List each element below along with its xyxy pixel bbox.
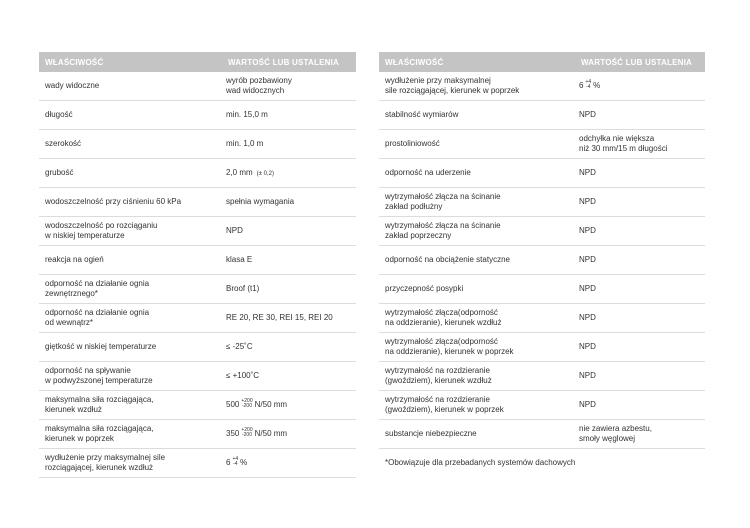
header-value: WARTOŚĆ LUB USTALENIA xyxy=(575,52,705,72)
value-cell: spełnia wymagania xyxy=(222,188,356,217)
value-cell: NPD xyxy=(575,217,705,246)
table-row xyxy=(39,72,356,101)
table-row xyxy=(379,391,705,420)
value-cell: NPD xyxy=(575,304,705,333)
value-cell: NPD xyxy=(575,333,705,362)
table-row xyxy=(39,420,356,449)
value-unit: N/50 mm xyxy=(254,429,288,439)
property-cell: wady widoczne xyxy=(39,72,222,101)
value-cell: NPD xyxy=(575,246,705,275)
value-cell: min. 15,0 m xyxy=(222,101,356,130)
footnote-row xyxy=(379,449,705,478)
property-cell: odporność na spływanie w podwyższonej temperaturze xyxy=(39,362,222,391)
value-tolerance: (± 0,2) xyxy=(256,170,274,177)
value-cell: ≤ -25˚C xyxy=(222,333,356,362)
table-row xyxy=(379,130,705,159)
right-properties-table xyxy=(379,52,705,477)
property-cell: odporność na obciążenie statyczne xyxy=(379,246,575,275)
table-row xyxy=(39,333,356,362)
table-header-row xyxy=(379,52,705,72)
value-cell xyxy=(222,159,356,188)
header-value: WARTOŚĆ LUB USTALENIA xyxy=(222,52,356,72)
property-cell: wytrzymałość złącza na ścinanie zakład podłużny xyxy=(379,188,575,217)
property-cell: wytrzymałość złącza na ścinanie zakład poprzeczny xyxy=(379,217,575,246)
value-unit: % xyxy=(240,458,248,468)
property-cell: przyczepność posypki xyxy=(379,275,575,304)
value-cell: NPD xyxy=(575,159,705,188)
value-unit: % xyxy=(593,81,601,91)
property-cell: wydłużenie przy maksymalnej sile rozciągającej, kierunek wzdłuż xyxy=(39,449,222,478)
value-cell: wyrób pozbawiony wad widocznych xyxy=(222,72,356,101)
table-row xyxy=(379,159,705,188)
property-cell: maksymalna siła rozciągająca, kierunek w poprzek xyxy=(39,420,222,449)
property-cell: wodoszczelność po rozciąganiu w niskiej temperaturze xyxy=(39,217,222,246)
value-tolerance: +200 -200 xyxy=(241,426,253,438)
value-cell: NPD xyxy=(575,101,705,130)
value-cell: NPD xyxy=(575,188,705,217)
value-cell xyxy=(222,449,356,478)
value-cell: NPD xyxy=(575,362,705,391)
table-row xyxy=(39,362,356,391)
table-row xyxy=(39,101,356,130)
property-cell: wydłużenie przy maksymalnej sile rozciągającej, kierunek w poprzek xyxy=(379,72,575,101)
value-cell: NPD xyxy=(575,275,705,304)
property-cell: maksymalna siła rozciągająca, kierunek wzdłuż xyxy=(39,391,222,420)
value-cell: NPD xyxy=(575,391,705,420)
header-property: WŁAŚCIWOŚĆ xyxy=(39,52,222,72)
table-row xyxy=(39,130,356,159)
table-row xyxy=(39,275,356,304)
header-property: WŁAŚCIWOŚĆ xyxy=(379,52,575,72)
table-row xyxy=(379,72,705,101)
table-row xyxy=(379,362,705,391)
value-cell xyxy=(222,391,356,420)
value-cell xyxy=(575,72,705,101)
value-text: 500 xyxy=(226,400,240,410)
value-text: 6 xyxy=(579,81,584,91)
property-cell: substancje niebezpieczne xyxy=(379,420,575,449)
value-cell: ≤ +100˚C xyxy=(222,362,356,391)
table-row xyxy=(379,188,705,217)
property-cell: długość xyxy=(39,101,222,130)
value-text: 350 xyxy=(226,429,240,439)
table-row xyxy=(379,217,705,246)
property-cell: odporność na uderzenie xyxy=(379,159,575,188)
property-cell: wytrzymałość złącza(odporność na oddzieranie), kierunek w poprzek xyxy=(379,333,575,362)
table-row xyxy=(379,333,705,362)
property-cell: odporność na działanie ognia od wewnątrz* xyxy=(39,304,222,333)
value-cell xyxy=(222,420,356,449)
table-row xyxy=(39,246,356,275)
table-row xyxy=(379,304,705,333)
value-cell: Broof (t1) xyxy=(222,275,356,304)
property-cell: wytrzymałość na rozdzieranie (gwoździem), kierunek wzdłuż xyxy=(379,362,575,391)
table-row xyxy=(39,188,356,217)
left-properties-table xyxy=(39,52,356,478)
value-unit: N/50 mm xyxy=(254,400,288,410)
property-cell: odporność na działanie ognia zewnętrznego* xyxy=(39,275,222,304)
table-row xyxy=(379,101,705,130)
property-cell: grubość xyxy=(39,159,222,188)
property-cell: prostoliniowość xyxy=(379,130,575,159)
table-row xyxy=(39,217,356,246)
table-header-row xyxy=(39,52,356,72)
value-tolerance: +4 -4 xyxy=(232,455,239,467)
property-cell: szerokość xyxy=(39,130,222,159)
value-cell: klasa E xyxy=(222,246,356,275)
value-text: 6 xyxy=(226,458,231,468)
table-row xyxy=(379,420,705,449)
table-row xyxy=(379,275,705,304)
value-cell: nie zawiera azbestu, smoły węglowej xyxy=(575,420,705,449)
property-cell: wytrzymałość na rozdzieranie (gwoździem), kierunek w poprzek xyxy=(379,391,575,420)
value-text: 2,0 mm xyxy=(226,167,253,177)
property-cell: giętkość w niskiej temperaturze xyxy=(39,333,222,362)
footnote: *Obowiązuje dla przebadanych systemów dachowych xyxy=(385,458,576,467)
value-cell: odchyłka nie większa niż 30 mm/15 m długości xyxy=(575,130,705,159)
table-row xyxy=(39,304,356,333)
property-cell: stabilność wymiarów xyxy=(379,101,575,130)
value-cell: min. 1,0 m xyxy=(222,130,356,159)
property-cell: wodoszczelność przy ciśnieniu 60 kPa xyxy=(39,188,222,217)
property-cell: wytrzymałość złącza(odporność na oddzieranie), kierunek wzdłuż xyxy=(379,304,575,333)
value-tolerance: +200 -200 xyxy=(241,397,253,409)
value-cell: NPD xyxy=(222,217,356,246)
table-row xyxy=(39,159,356,188)
table-row xyxy=(379,246,705,275)
value-tolerance: +4 -4 xyxy=(585,78,592,90)
table-row xyxy=(39,391,356,420)
property-cell: reakcja na ogień xyxy=(39,246,222,275)
table-row xyxy=(39,449,356,478)
value-cell: RE 20, RE 30, REI 15, REI 20 xyxy=(222,304,356,333)
